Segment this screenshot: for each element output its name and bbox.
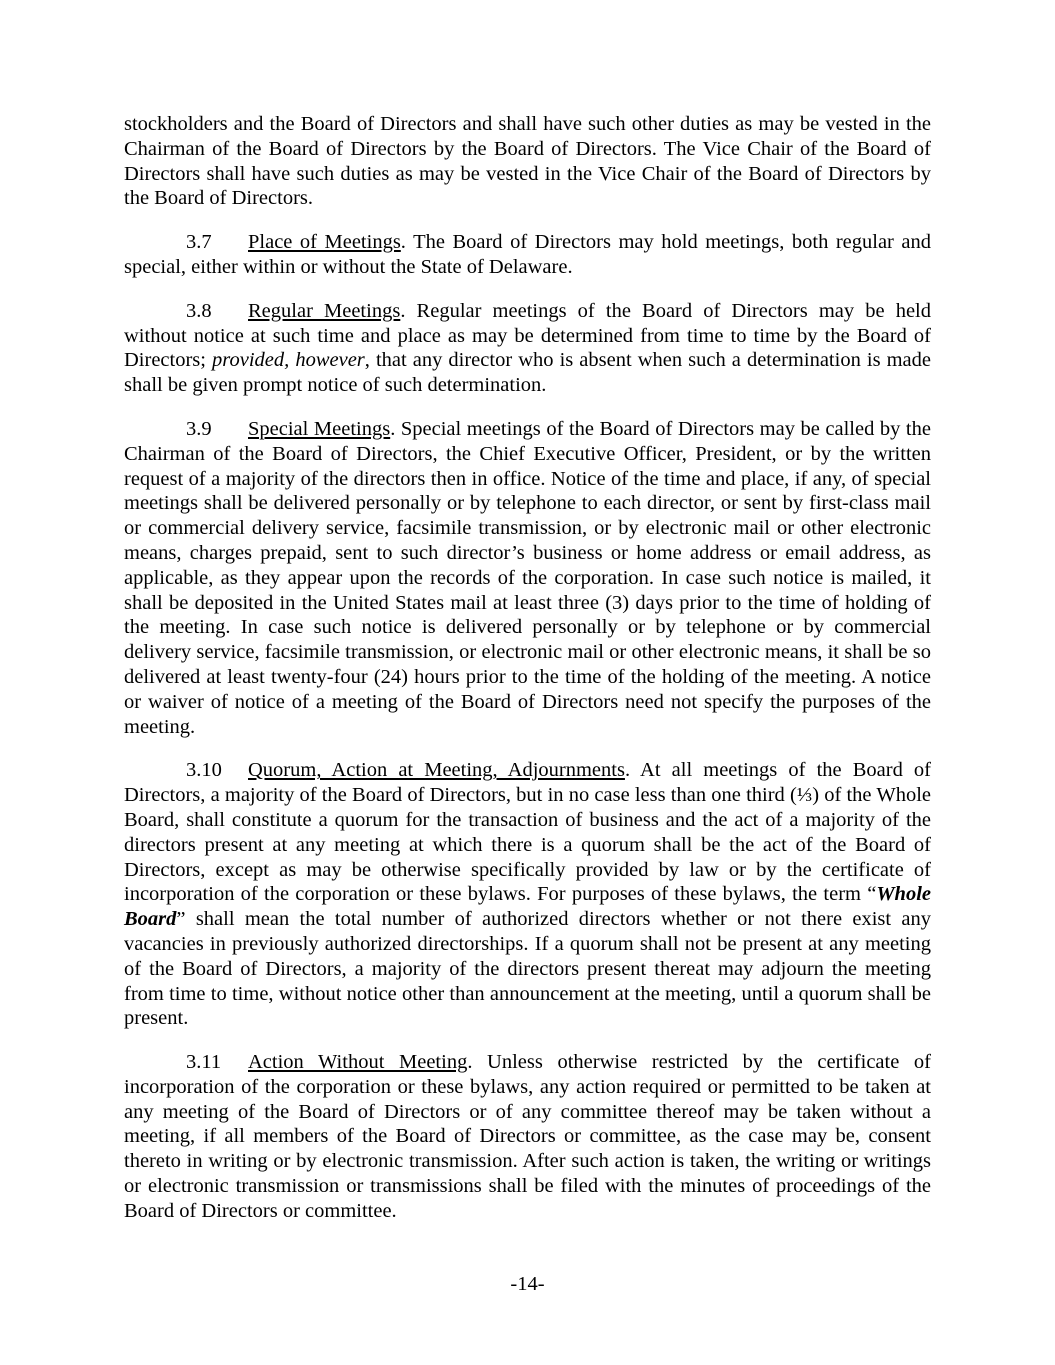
section-3-7-number: 3.7 xyxy=(186,231,212,254)
section-3-10-defined-term: Whole Board xyxy=(124,883,931,931)
section-3-10-heading: Quorum, Action at Meeting, Adjournments xyxy=(248,759,625,782)
section-3-10 xyxy=(124,758,931,1031)
paragraph-continuation: stockholders and the Board of Directors and shall have such other duties as may be vested in the Chairman of the Board of Directors by the Board of Directors. The Vice Chair of the Board of Directors shall have such duties as may be vested in the Vice Chair of the Board of Directors by the Board of Directors. xyxy=(124,113,931,210)
section-3-11-heading: Action Without Meeting xyxy=(248,1051,468,1074)
section-3-10-body-part-1: . At all meetings of the Board of Directors, a majority of the Board of Directors, but in no case less than one third (⅓) of the Whole Board, shall constitute a quorum for the transaction of business and the act of a majority of the directors present at any meeting at which there is a quorum shall be the act of the Board of Directors, except as may be otherwise specifically provided by law or by the certificate of incorporation of the corporation or these bylaws. For purposes of these bylaws, the term “ xyxy=(124,759,932,906)
section-3-10-number: 3.10 xyxy=(186,759,222,782)
section-3-8-proviso-phrase: provided, however xyxy=(212,349,365,372)
section-3-9-heading: Special Meetings xyxy=(248,417,391,440)
section-3-7 xyxy=(124,230,931,280)
section-3-8-number: 3.8 xyxy=(186,299,212,322)
document-body xyxy=(124,112,931,1243)
section-3-10-body-part-2: ” shall mean the total number of authorized directors whether or not there exist any vacancies in previously authorized directorships. If a quorum shall not be present at any meeting of the Board of Directors, a majority of the directors present thereat may adjourn the meeting from time to time, without notice other than announcement at the meeting, until a quorum shall be present. xyxy=(124,908,931,1030)
section-3-9-number: 3.9 xyxy=(186,417,212,440)
section-3-9-body: . Special meetings of the Board of Directors may be called by the Chairman of the Board of Directors, the Chief Executive Officer, President, or by the written request of a majority of the directors then in office. Notice of the time and place, if any, of special meetings shall be delivered personally or by telephone to each director, or sent by first-class mail or commercial delivery service, facsimile transmission, or by electronic mail or other electronic means, charges prepaid, sent to such director’s business or home address or email address, as applicable, as they appear upon the records of the corporation. In case such notice is mailed, it shall be deposited in the United States mail at least three (3) days prior to the time of holding of the meeting. In case such notice is delivered personally or by telephone or by commercial delivery service, facsimile transmission, or electronic mail or other electronic means, it shall be so delivered at least twenty-four (24) hours prior to the time of the holding of the meeting. A notice or waiver of notice of a meeting of the Board of Directors need not specify the purposes of the meeting. xyxy=(124,417,931,738)
section-3-8-heading: Regular Meetings xyxy=(248,299,401,322)
section-3-9 xyxy=(124,417,931,739)
section-3-8 xyxy=(124,299,931,398)
section-3-11 xyxy=(124,1050,931,1224)
section-3-8-body-part-1: . Regular meetings of the Board of Directors may be held without notice at such time and place as may be determined from time to time by the Board of Directors; xyxy=(124,299,931,372)
section-3-8-body-part-2: , that any director who is absent when such a determination is made shall be given prompt notice of such determination. xyxy=(124,349,931,397)
page-number: -14- xyxy=(510,1273,545,1295)
section-3-11-body: . Unless otherwise restricted by the certificate of incorporation of the corporation or these bylaws, any action required or permitted to be taken at any meeting of the Board of Directors or of any committee thereof may be taken without a meeting, if all members of the Board of Directors or committee, as the case may be, consent thereto in writing or by electronic transmission. After such action is taken, the writing or writings or electronic transmission or transmissions shall be filed with the minutes of proceedings of the Board of Directors or committee. xyxy=(124,1051,931,1222)
section-3-7-body: . The Board of Directors may hold meetings, both regular and special, either within or without the State of Delaware. xyxy=(124,231,931,278)
section-3-11-number: 3.11 xyxy=(186,1051,222,1074)
section-3-7-heading: Place of Meetings xyxy=(248,231,401,254)
